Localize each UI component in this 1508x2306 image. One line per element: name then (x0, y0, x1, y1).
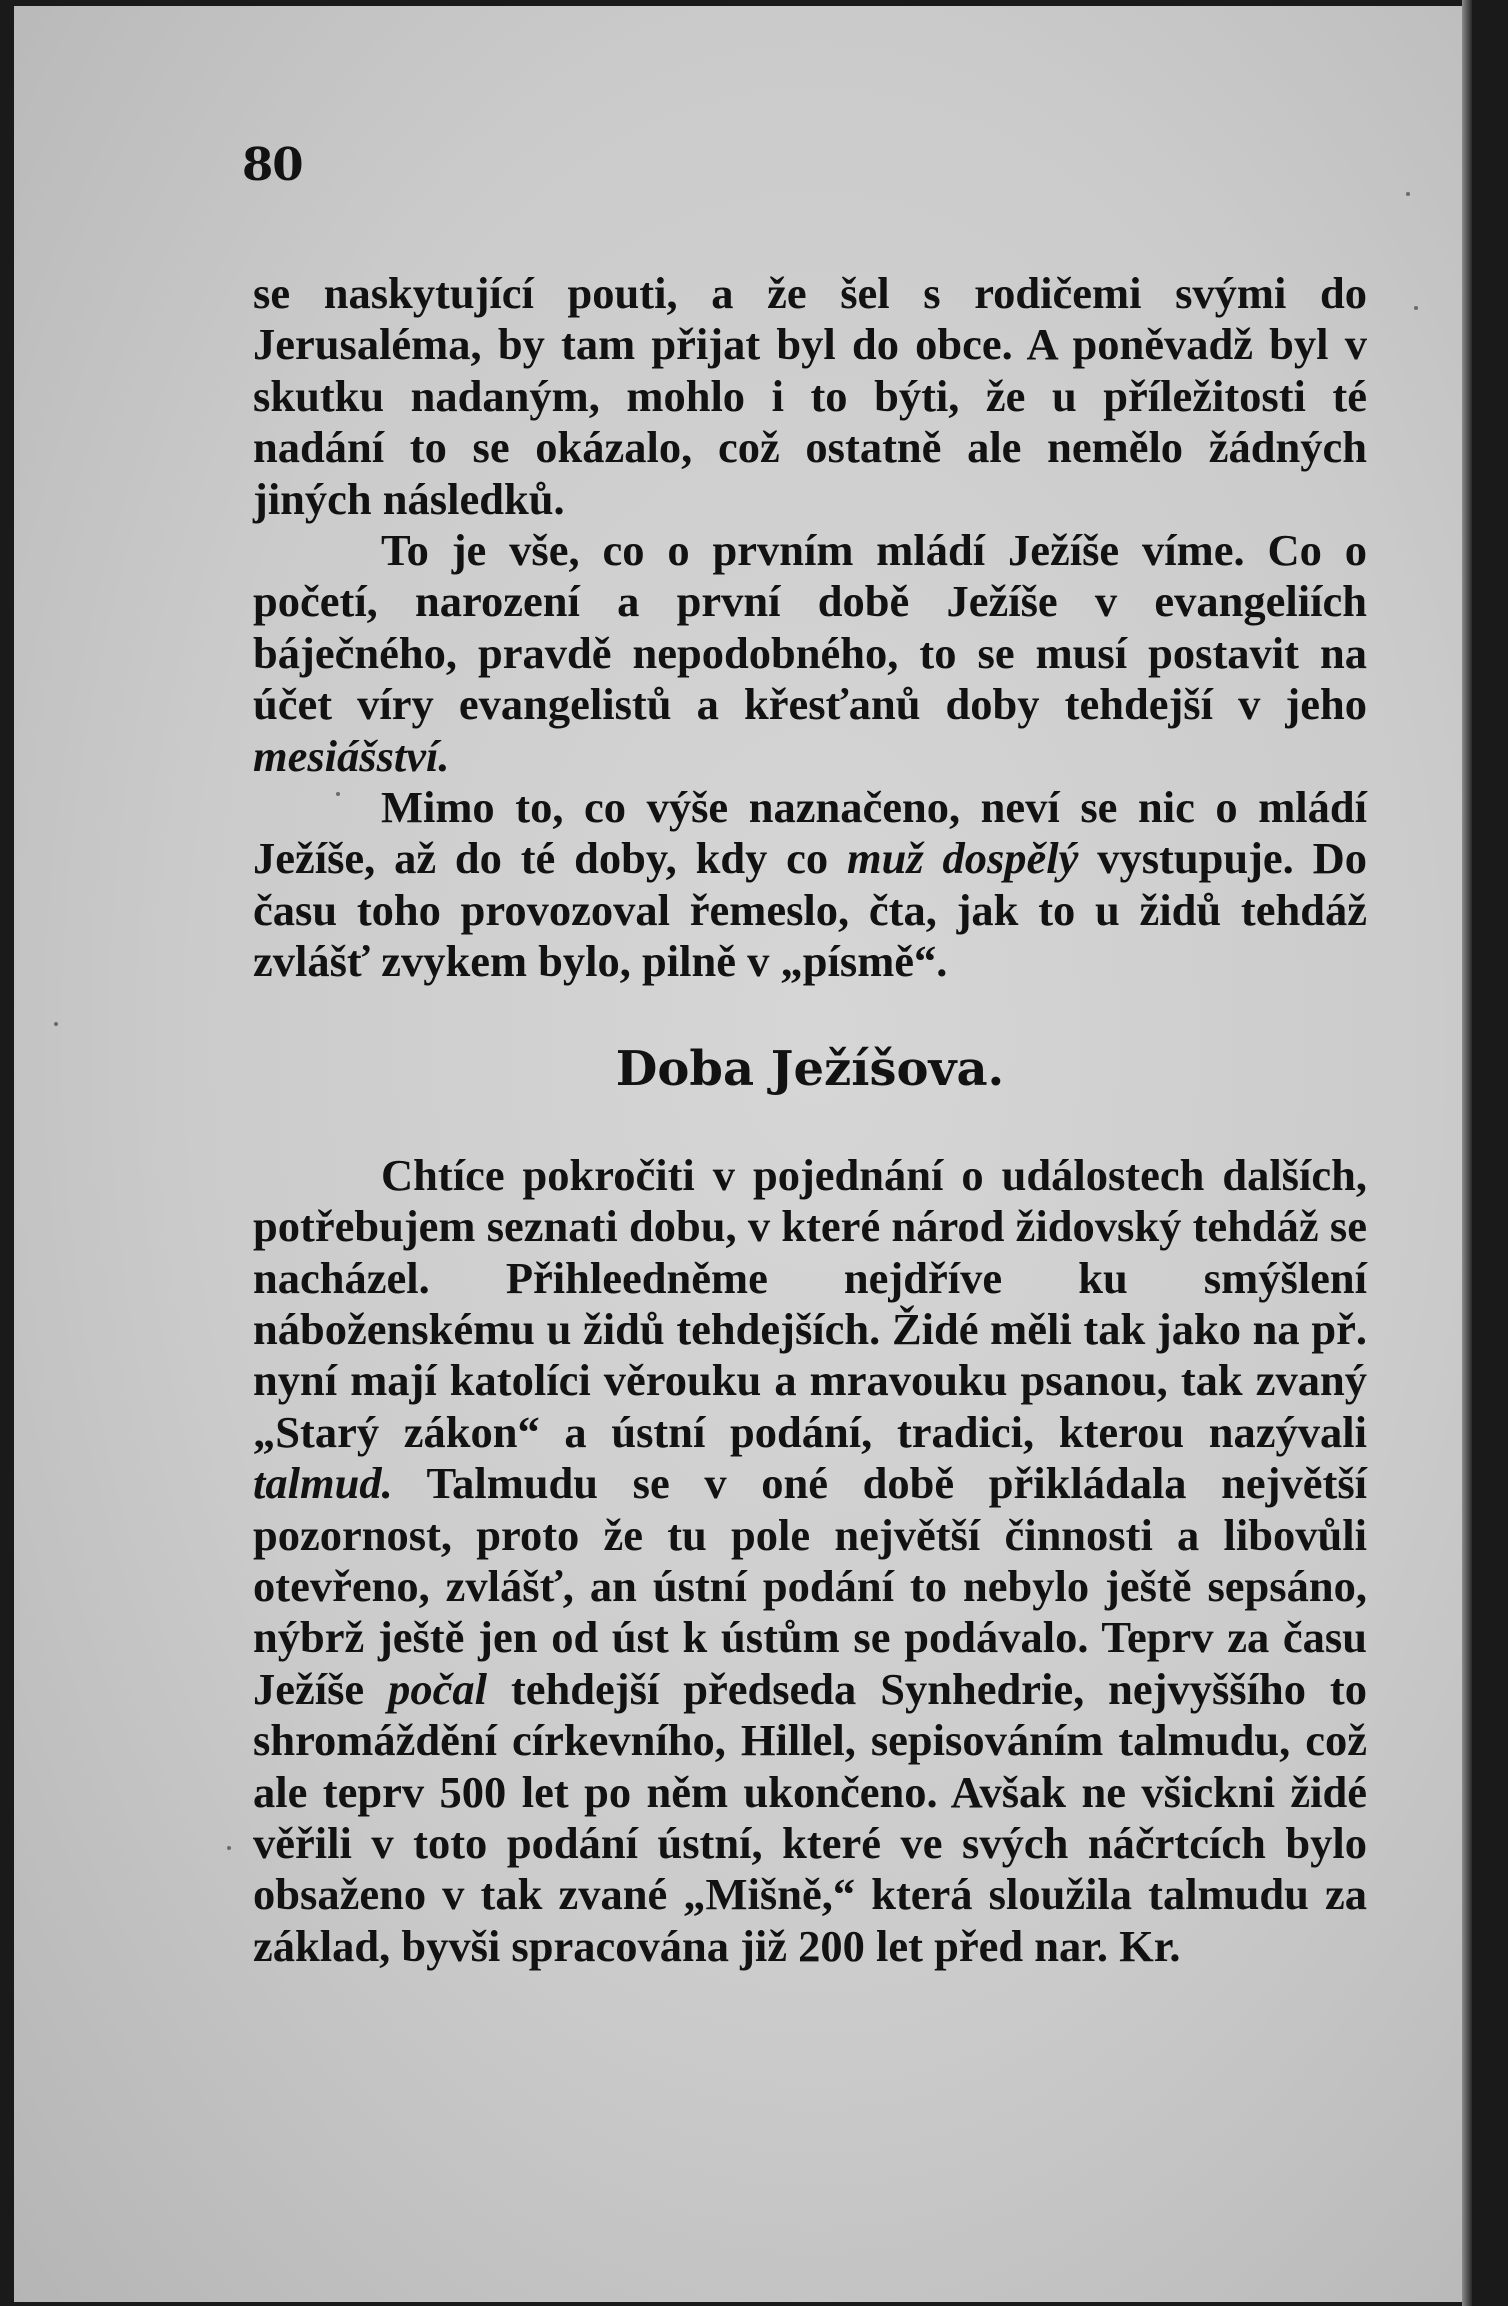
paragraph-text: vystupuje. Do času toho provozoval řemeslo, čta, jak to u židů tehdáž zvlášť zvykem bylo, pilně v „písmě“. (253, 833, 1368, 987)
paper-speck (1414, 306, 1418, 310)
paper-speck (54, 1022, 58, 1026)
paragraph (253, 782, 1367, 988)
top-paragraphs (253, 268, 1367, 988)
section-heading: Doba Ježíšova. (615, 1040, 1005, 1097)
paragraph (253, 268, 1367, 525)
italic-text: muž dospělý (846, 833, 1079, 884)
italic-text: talmud. (253, 1458, 393, 1509)
body-text (253, 268, 1367, 1972)
paragraph-text: To je vše, co o prvním mládí Ježíše víme. Co o početí, narození a první době Ježíše v evangeliích báječného, pravdě nepodobného, to se musí postavit na účet víry evangelistů a křesťanů doby tehdejší v jeho (253, 525, 1367, 730)
paragraph (253, 525, 1367, 782)
paragraph (253, 1150, 1367, 1973)
page-edge-shadow (1462, 0, 1472, 2306)
bottom-paragraphs (253, 1150, 1367, 1973)
paper-speck (227, 1846, 231, 1850)
page-number: 80 (242, 138, 303, 191)
paragraph-text: Talmudu se v oné době přikládala největší pozornost, proto že tu pole největší činnosti a libovůli otevřeno, zvlášť, an ústní podání to nebylo ještě sepsáno, nýbrž ještě jen od úst k ústům se podávalo. Teprv za času Ježíše (253, 1458, 1367, 1714)
paragraph-text: Mimo to, co výše naznačeno, neví se nic o mládí Ježíše, až do té doby, kdy co (253, 782, 1367, 884)
paragraph-text: se naskytující pouti, a že šel s rodičemi svými do Jerusaléma, by tam přijat byl do obce. A poněvadž byl v skutku nadaným, mohlo i to býti, že u příležitosti té nadání to se okázalo, což ostatně ale nemělo žádných jiných následků. (253, 268, 1367, 524)
italic-text: počal (388, 1663, 488, 1714)
paragraph-text: tehdejší předseda Synhedrie, nejvyššího to shromáždění církevního, Hillel, sepisováním talmudu, což ale teprv 500 let po něm ukončeno. Avšak ne všickni židé věřili v toto podání ústní, které ve svých náčrtcích bylo obsaženo v tak zvané „Mišně,“ která sloužila talmudu za základ, byvši spracována již 200 let před nar. Kr. (253, 1663, 1368, 1971)
italic-text: mesiášství. (253, 730, 450, 781)
paper-speck (1406, 192, 1410, 196)
paragraph-text: Chtíce pokročiti v pojednání o událostech dalších, potřebujem seznati dobu, v které národ židovský tehdáž se nacházel. Přihleedněme nejdříve ku smýšlení náboženskému u židů tehdejších. Židé měli tak jako na př. nyní mají katolíci věrouku a mravouku psanou, tak zvaný „Starý zákon“ a ústní podání, tradici, kterou nazývali (253, 1149, 1367, 1457)
